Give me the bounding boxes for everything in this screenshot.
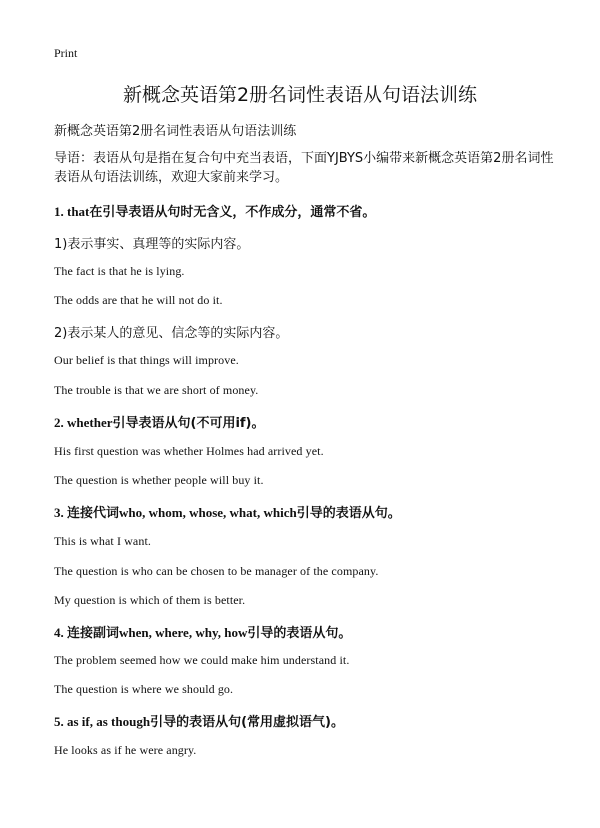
example-sentence: The fact is that he is lying.	[54, 264, 185, 278]
section-heading-zh: 引导的表语从句。	[247, 626, 352, 641]
example-sentence: The trouble is that we are short of money.	[54, 383, 259, 397]
section-heading-en: 2. whether	[54, 415, 113, 430]
section-1-sub-1: 1)表示事实、真理等的实际内容。	[54, 237, 250, 252]
section-heading-en: 5. as if, as though	[54, 714, 151, 729]
section-heading-zh: 引导表语从句(不可用if)。	[112, 416, 265, 431]
section-heading-zh-prefix: 连接副词	[67, 626, 120, 641]
article-subtitle: 新概念英语第2册名词性表语从句语法训练	[54, 124, 297, 139]
section-heading-zh-prefix: 连接代词	[67, 506, 120, 521]
section-4-heading	[54, 622, 351, 641]
section-heading-en: when, where, why, how	[119, 625, 248, 640]
section-heading-zh: 引导的表语从句(常用虚拟语气)。	[150, 715, 344, 730]
section-heading-zh: 引导的表语从句。	[296, 506, 401, 521]
page-title: 新概念英语第2册名词性表语从句语法训练	[122, 84, 478, 106]
intro-paragraph: 导语：表语从句是指在复合句中充当表语，下面YJBYS小编带来新概念英语第2册名词性表语从句语法训练，欢迎大家前来学习。	[54, 151, 554, 185]
example-sentence: Our belief is that things will improve.	[54, 353, 239, 367]
section-3-heading	[54, 502, 401, 521]
section-heading-en: 1. that	[54, 204, 90, 219]
example-sentence: The odds are that he will not do it.	[54, 293, 223, 307]
section-heading-en-prefix: 4.	[54, 625, 67, 640]
example-sentence: The question is where we should go.	[54, 682, 234, 696]
section-2-heading	[54, 412, 265, 431]
section-1-heading	[54, 201, 375, 220]
example-sentence: This is what I want.	[54, 534, 151, 548]
section-5-heading	[54, 711, 344, 730]
section-1-sub-2: 2)表示某人的意见、信念等的实际内容。	[54, 326, 289, 341]
section-heading-en-prefix: 3.	[54, 505, 67, 520]
section-heading-zh: 在引导表语从句时无含义，不作成分，通常不省。	[89, 205, 376, 220]
section-heading-en: who, whom, whose, what, which	[119, 505, 297, 520]
example-sentence: His first question was whether Holmes had arrived yet.	[54, 444, 324, 458]
example-sentence: He looks as if he were angry.	[54, 743, 197, 757]
example-sentence: The question is whether people will buy it.	[54, 473, 264, 487]
example-sentence: The question is who can be chosen to be manager of the company.	[54, 564, 379, 578]
example-sentence: My question is which of them is better.	[54, 593, 246, 607]
example-sentence: The problem seemed how we could make him understand it.	[54, 653, 350, 667]
print-label: Print	[54, 46, 78, 60]
